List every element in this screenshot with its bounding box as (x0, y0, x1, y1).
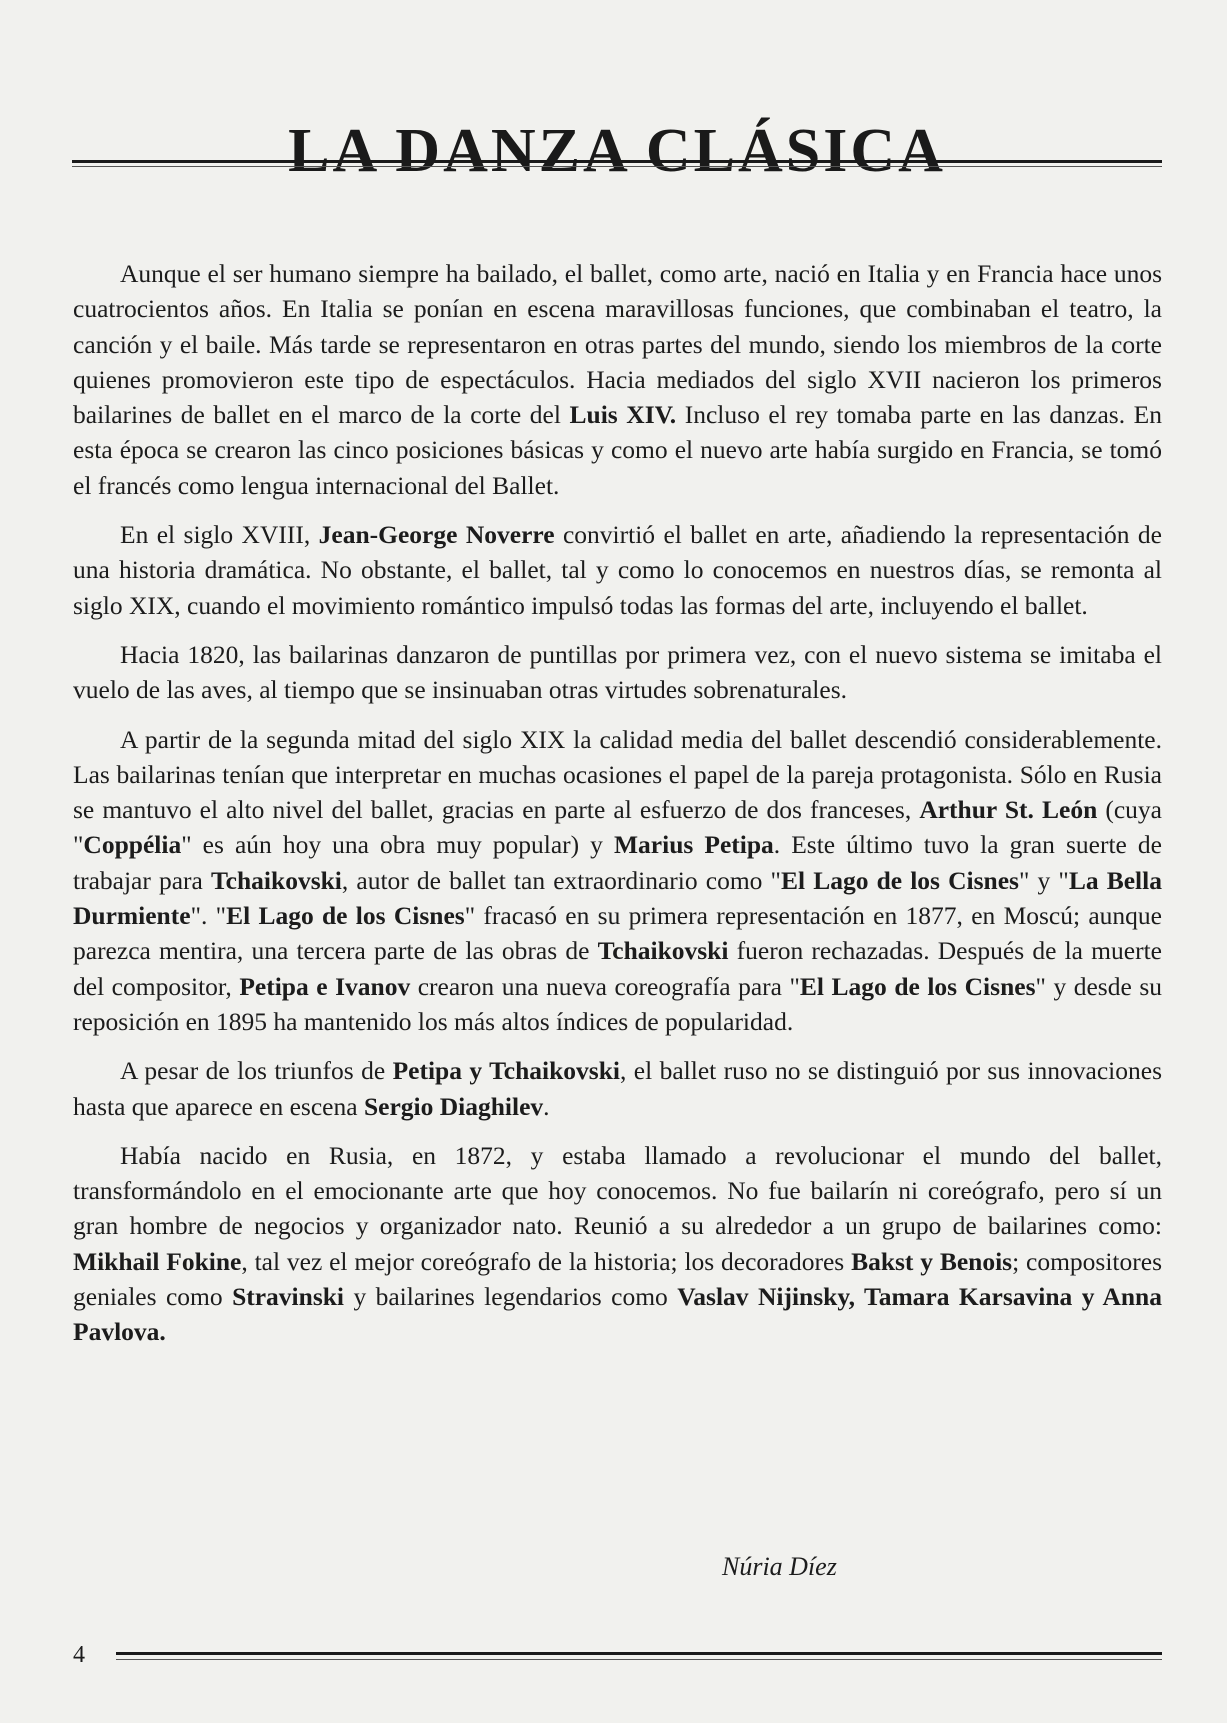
paragraph-2 (73, 517, 1162, 623)
author-signature: Núria Díez (722, 1552, 837, 1581)
footer-rule-thin (116, 1659, 1162, 1660)
text-run: Incluso el rey tomaba parte en las danzas. En esta época se crearon las cinco posiciones básicas y como el nuevo arte había surgido en Francia, se tomó el francés como lengua internacional del Ballet. (73, 400, 1162, 500)
bold-text-run: Petipa y Tchaikovski (392, 1056, 620, 1086)
text-run: , el ballet ruso no se distinguió por sus innovaciones hasta que aparece en escena (73, 1056, 1162, 1121)
text-run: Había nacido en Rusia, en 1872, y estaba llamado a revolucionar el mundo del ballet, transformándolo en el emocionante arte que hoy conocemos. No fue bailarín ni coreógrafo, pero sí un gran hombre de negocios y organizador nato. Reunió a su alrededor a un grupo de bailarines como: (73, 1140, 1162, 1241)
text-run: ". " (190, 901, 227, 931)
text-run: convirtió el ballet en arte, añadiendo la representación de una historia dramática. No obstante, el ballet, tal y como lo conocemos en nuestros días, se remonta al siglo XIX, cuando el movimiento romántico impulsó todas las formas del arte, incluyendo el ballet. (73, 520, 1162, 620)
paragraph-3 (73, 637, 1162, 708)
text-run: A partir de la segunda mitad del siglo XIX la calidad media del ballet descendió considerablemente. Las bailarinas tenían que interpretar en muchas ocasiones el papel de la pareja protagonista. Sólo en Rusia se mantuvo el alto nivel del ballet, gracias en parte al esfuerzo de dos franceses, (73, 724, 1162, 825)
text-run: (cuya " (73, 795, 1162, 860)
text-run: " y desde su reposición en 1895 ha mantenido los más altos índices de popularidad. (73, 971, 1162, 1036)
text-run: En el siglo XVIII, (120, 520, 319, 550)
bold-text-run: La Bella Durmiente (73, 865, 1162, 931)
text-run: " fracasó en su primera representación en 1877, en Moscú; aunque parezca mentira, una tercera parte de las obras de (73, 901, 1162, 966)
bold-text-run: Tchaikovski (211, 865, 342, 895)
paragraph-5 (73, 1053, 1162, 1124)
text-run: y bailarines legendarios como (344, 1282, 678, 1312)
bold-text-run: El Lago de los Cisnes (226, 901, 465, 931)
text-run: ; compositores geniales como (73, 1246, 1163, 1312)
text-run: Hacia 1820, las bailarinas danzaron de puntillas por primera vez, con el nuevo sistema se imitaba el vuelo de las aves, al tiempo que se insinuaban otras virtudes sobrenaturales. (73, 639, 1162, 705)
text-run: , autor de ballet tan extraordinario como " (341, 865, 781, 895)
bold-text-run: Vaslav Nijinsky, Tamara Karsavina y Anna Pavlova. (73, 1282, 1162, 1347)
bold-text-run: Petipa e Ivanov (239, 971, 411, 1001)
article-body (73, 256, 1162, 1364)
title-rule (72, 160, 1162, 163)
bold-text-run: Arthur St. León (919, 795, 1098, 825)
footer-rule (116, 1652, 1162, 1655)
bold-text-run: Marius Petipa (613, 830, 774, 860)
text-run: " y " (1018, 865, 1069, 895)
bold-text-run: Luis XIV. (569, 400, 677, 430)
text-run: Aunque el ser humano siempre ha bailado, el ballet, como arte, nació en Italia y en Francia hace unos cuatrocientos años. En Italia se ponían en escena maravillosas funciones, que combinaban el teatro, la canción y el baile. Más tarde se representaron en otras partes del mundo, siendo los miembros de la corte quienes promovieron este tipo de espectáculos. Hacia mediados del siglo XVII nacieron los primeros bailarines de ballet en el marco de la corte del (73, 259, 1162, 430)
text-run: A pesar de los triunfos de (120, 1056, 393, 1086)
page-number: 4 (73, 1642, 85, 1668)
bold-text-run: El Lago de los Cisnes (799, 971, 1036, 1001)
text-run: fueron rechazadas. Después de la muerte del compositor, (73, 936, 1162, 1001)
text-run: " es aún hoy una obra muy popular) y (181, 830, 614, 860)
text-run: . Este último tuvo la gran suerte de trabajar para (73, 830, 1162, 895)
bold-text-run: El Lago de los Cisnes (780, 865, 1019, 895)
title-rule-thin (72, 166, 1162, 167)
text-run: . (543, 1091, 550, 1121)
bold-text-run: Sergio Diaghilev (363, 1091, 544, 1121)
bold-text-run: Mikhail Fokine (73, 1246, 242, 1276)
bold-text-run: Coppélia (83, 830, 182, 860)
bold-text-run: Tchaikovski (597, 936, 729, 966)
bold-text-run: Jean-George Noverre (318, 520, 555, 550)
paragraph-1 (73, 256, 1162, 503)
text-run: crearon una nueva coreografía para " (410, 971, 800, 1001)
article-title: LA DANZA CLÁSICA (288, 116, 946, 185)
bold-text-run: Bakst y Benois (851, 1246, 1013, 1276)
bold-text-run: Stravinski (232, 1282, 345, 1312)
paragraph-6 (73, 1138, 1162, 1350)
paragraph-4 (73, 722, 1162, 1040)
text-run: , tal vez el mejor coreógrafo de la historia; los decoradores (241, 1246, 852, 1276)
